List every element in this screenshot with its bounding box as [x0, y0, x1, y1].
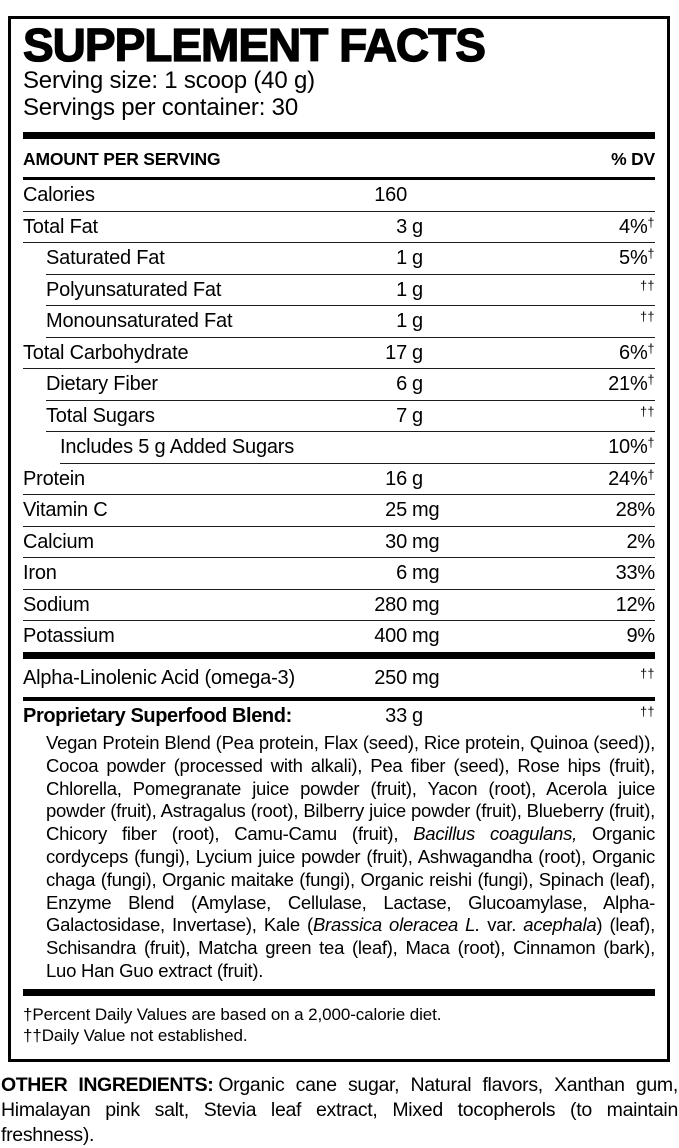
nutrient-label: Total Fat	[23, 215, 98, 238]
amount-unit: mg	[412, 530, 440, 553]
table-row	[23, 527, 655, 558]
nutrient-amount	[318, 248, 423, 270]
amount-unit: g	[412, 310, 423, 332]
dagger-mark: ††	[640, 404, 655, 419]
nutrient-label: Includes 5 g Added Sugars	[60, 436, 295, 458]
table-row	[23, 275, 655, 306]
nutrient-amount	[318, 626, 439, 648]
amount-unit: g	[412, 247, 423, 269]
table-row	[23, 180, 655, 211]
footnote-dv-basis: †Percent Daily Values are based on a 2,000-calorie diet.	[23, 1004, 442, 1024]
nutrient-amount	[318, 706, 423, 728]
nutrient-dv	[640, 406, 655, 428]
nutrient-dv	[640, 668, 655, 690]
nutrient-amount	[318, 532, 439, 554]
amount-unit: g	[412, 404, 423, 427]
amount-number: 3	[396, 215, 407, 238]
amount-unit: g	[412, 373, 423, 395]
other-ingredients	[1, 1073, 678, 1148]
amount-number: 7	[396, 404, 407, 427]
amount-number: 1	[396, 247, 407, 269]
other-ingredients-label: OTHER INGREDIENTS:	[1, 1073, 214, 1096]
nutrient-label: Sodium	[23, 593, 90, 616]
nutrient-amount	[318, 595, 439, 617]
blend-ingredient-text: Vegan Protein Blend (Pea protein, Flax (seed), Rice protein, Quinoa (seed)), Cocoa powder (processed with alkali), Pea fiber (seed), Rose hips (fruit), Chlorella, Pomegranate juice powder (fruit), Yacon (root), Acerola juice powder (fruit), Astragalus (root), Bilberry juice powder (fruit), Blueberry (fruit), Chicory fiber (root), Camu-Camu (fruit),	[46, 732, 655, 845]
table-row	[23, 590, 655, 621]
amount-unit: g	[412, 467, 423, 490]
dv-value: 21%	[608, 373, 648, 395]
table-row	[23, 432, 655, 463]
table-row	[23, 659, 655, 698]
dagger-mark: †	[647, 467, 655, 482]
blend-ingredient-latin-name: Bacillus coagulans,	[413, 823, 577, 845]
amount-unit: mg	[412, 593, 440, 616]
dv-value: 9%	[626, 625, 655, 647]
nutrient-amount	[318, 668, 439, 690]
dagger-mark: †	[647, 247, 655, 261]
dv-value: 33%	[615, 562, 655, 584]
nutrient-amount	[318, 500, 439, 522]
table-row	[23, 401, 655, 432]
nutrient-amount	[318, 311, 423, 333]
nutrient-amount	[318, 185, 412, 207]
other-ingredients-text: Organic cane sugar, Natural flavors, Xanthan gum, Himalayan pink salt, Stevia leaf extract, Mixed tocopherols (to maintain freshness).	[1, 1073, 678, 1146]
nutrient-dv	[640, 706, 655, 728]
nutrient-amount	[318, 563, 439, 585]
nutrient-amount	[318, 469, 423, 491]
table-row	[23, 621, 655, 652]
nutrient-amount	[318, 406, 423, 428]
nutrient-dv	[616, 595, 655, 617]
nutrient-dv	[626, 532, 655, 554]
nutrient-label: Monounsaturated Fat	[46, 310, 233, 332]
nutrient-dv	[616, 563, 655, 585]
nutrient-label: Protein	[23, 467, 85, 490]
table-row	[23, 369, 655, 400]
amount-unit: mg	[412, 625, 440, 647]
nutrient-amount	[318, 217, 423, 239]
nutrient-dv	[608, 437, 655, 459]
amount-number: 250	[374, 666, 407, 689]
dagger-mark: †	[647, 436, 655, 450]
nutrient-label: Proprietary Superfood Blend:	[23, 704, 292, 727]
amount-unit: g	[412, 278, 423, 301]
amount-number: 16	[385, 467, 407, 490]
blend-ingredient-latin-name: acephala	[523, 914, 597, 936]
amount-unit: mg	[412, 562, 440, 584]
nutrient-label: Dietary Fiber	[46, 373, 158, 395]
blend-ingredient-latin-name: Brassica oleracea L.	[312, 914, 481, 936]
servings-per-container-line: Servings per container: 30	[23, 94, 298, 121]
thick-divider	[23, 989, 655, 996]
table-row	[23, 464, 655, 495]
nutrient-label: Total Carbohydrate	[23, 341, 189, 364]
amount-number: 1	[396, 278, 407, 301]
dagger-mark: ††	[640, 278, 655, 293]
nutrient-dv	[608, 374, 655, 396]
dv-value: 24%	[608, 467, 648, 490]
nutrient-label: Calories	[23, 184, 95, 206]
nutrient-label: Vitamin C	[23, 499, 108, 521]
blend-ingredient-text: var.	[480, 914, 524, 936]
nutrient-dv	[619, 248, 655, 270]
amount-per-serving-header: AMOUNT PER SERVING	[23, 149, 221, 169]
omega-section	[23, 659, 655, 698]
dagger-mark: ††	[640, 310, 655, 324]
table-row	[23, 558, 655, 589]
nutrient-label: Polyunsaturated Fat	[46, 278, 222, 301]
table-row	[23, 306, 655, 337]
dagger-mark: †	[647, 215, 655, 230]
blend-section	[23, 701, 655, 732]
percent-dv-header: % DV	[611, 149, 655, 169]
thick-divider	[23, 652, 655, 659]
amount-unit: mg	[412, 666, 440, 689]
blend-ingredient-text: ) (leaf), Schisandra (fruit), Matcha green tea (leaf), Maca (root), Cinnamon (bark), Luo Han Guo extract (fruit).	[46, 914, 655, 981]
amount-unit: g	[412, 704, 423, 727]
amount-unit: mg	[412, 499, 440, 521]
table-header-row	[23, 139, 655, 180]
table-row	[23, 701, 655, 732]
amount-number: 6	[396, 373, 407, 395]
nutrient-dv	[626, 626, 655, 648]
nutrient-dv	[640, 280, 655, 302]
amount-number: 17	[385, 341, 407, 364]
amount-unit: g	[412, 215, 423, 238]
amount-number: 6	[396, 562, 407, 584]
nutrient-label: Potassium	[23, 625, 115, 647]
nutrient-label: Saturated Fat	[46, 247, 165, 269]
table-row	[23, 495, 655, 526]
dv-value: 10%	[608, 436, 648, 458]
dv-value: 12%	[615, 593, 655, 616]
nutrient-amount	[318, 343, 423, 365]
amount-number: 1	[396, 310, 407, 332]
nutrient-label: Total Sugars	[46, 404, 155, 427]
table-row	[23, 243, 655, 274]
nutrient-dv	[640, 311, 655, 333]
nutrient-label: Alpha-Linolenic Acid (omega-3)	[23, 666, 295, 689]
nutrient-dv	[608, 469, 655, 491]
amount-unit: g	[412, 341, 423, 364]
nutrient-label: Iron	[23, 562, 57, 584]
supplement-facts-panel	[8, 16, 670, 1062]
amount-number: 400	[374, 625, 407, 647]
dv-value: 28%	[615, 499, 655, 521]
nutrient-amount	[318, 374, 423, 396]
nutrient-dv	[619, 217, 655, 239]
nutrient-table	[23, 180, 655, 652]
dagger-mark: †	[647, 341, 655, 356]
dv-value: 5%	[619, 247, 648, 269]
table-row	[23, 212, 655, 243]
amount-number: 25	[385, 499, 407, 521]
amount-number: 280	[374, 593, 407, 616]
panel-title: SUPPLEMENT FACTS	[23, 19, 485, 71]
dagger-mark: ††	[640, 704, 655, 719]
blend-description	[46, 731, 655, 989]
nutrient-dv	[619, 343, 655, 365]
nutrient-label: Calcium	[23, 530, 94, 553]
dv-value: 4%	[619, 215, 648, 238]
dagger-mark: †	[647, 373, 655, 387]
amount-number: 160	[374, 184, 407, 206]
footnote-dv-not-established: ††Daily Value not established.	[23, 1026, 248, 1046]
blend-ingredient-text: Organic cordyceps (fungi), Lycium juice powder (fruit), Ashwagandha (root), Organic chaga (fungi), Organic maitake (fungi), Organic reishi (fungi), Spinach (leaf), Enzyme Blend (Amylase, Cellulase, Lactase, Glucoamylase, Alpha-Galactosidase, Invertase), Kale (	[46, 823, 655, 936]
dv-value: 2%	[626, 530, 655, 553]
nutrient-amount	[318, 280, 423, 302]
table-row	[23, 338, 655, 369]
dv-value: 6%	[619, 341, 648, 364]
thick-divider	[23, 132, 655, 139]
amount-number: 30	[385, 530, 407, 553]
dagger-mark: ††	[640, 666, 655, 681]
footnotes	[23, 996, 655, 1059]
serving-size-line: Serving size: 1 scoop (40 g)	[23, 67, 315, 94]
amount-number: 33	[385, 704, 407, 727]
nutrient-dv	[616, 500, 655, 522]
